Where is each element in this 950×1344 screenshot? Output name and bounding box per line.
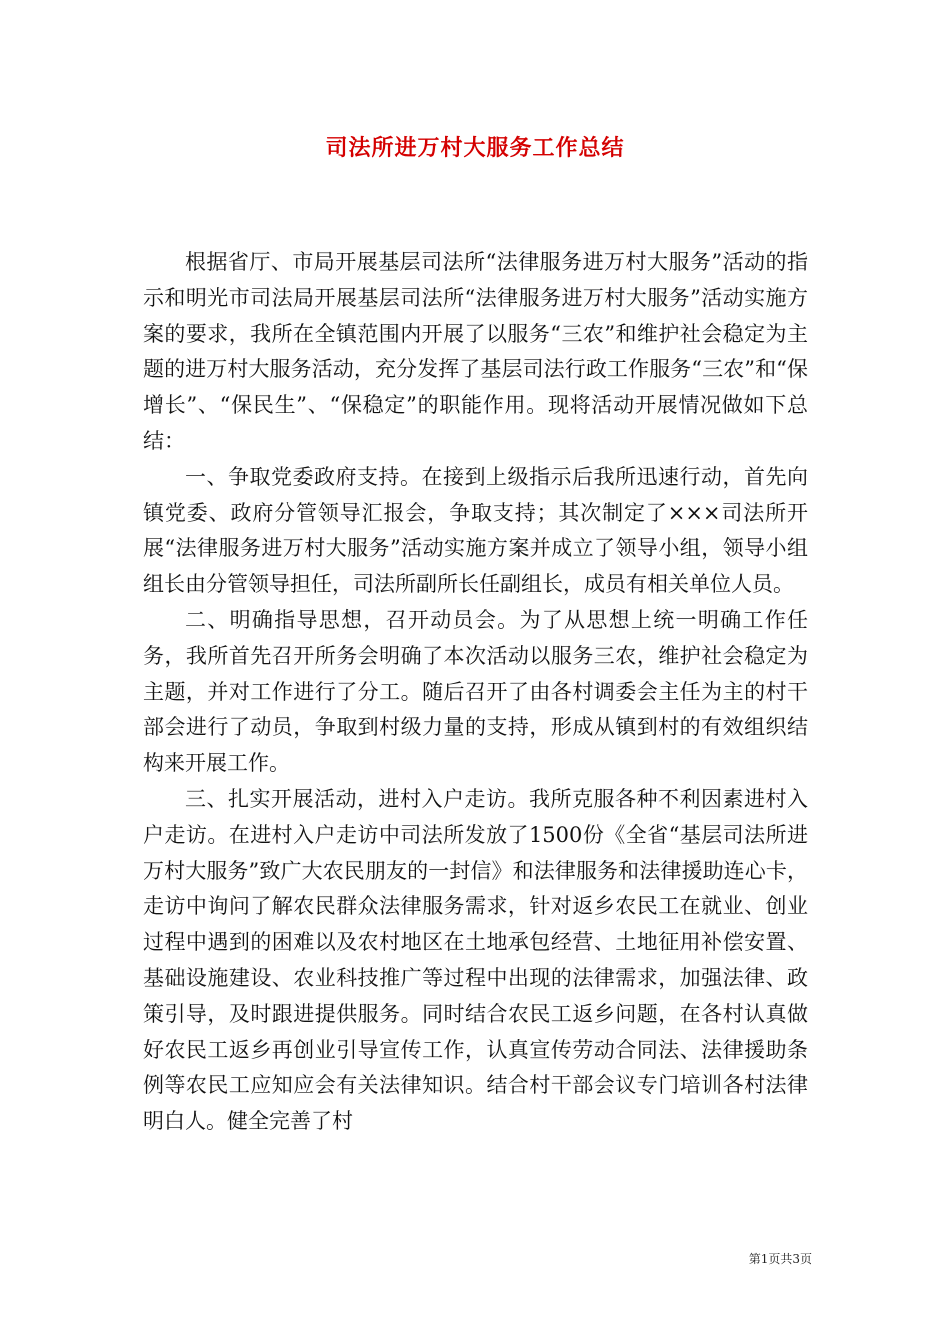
paragraph-section-1: 一、争取党委政府支持。在接到上级指示后我所迅速行动，首先向镇党委、政府分管领导汇报会，争取支持；其次制定了×××司法所开展“法律服务进万村大服务”活动实施方案并成立了领导小组，领导小组组长由分管领导担任，司法所副所长任副组长，成员有相关单位人员。 [143,464,808,597]
document-body [143,245,808,1140]
paragraph-intro: 根据省厅、市局开展基层司法所“法律服务进万村大服务”活动的指示和明光市司法局开展基层司法所“法律服务进万村大服务”活动实施方案的要求，我所在全镇范围内开展了以服务“三农”和维护社会稳定为主题的进万村大服务活动，充分发挥了基层司法行政工作服务“三农”和“保增长”、“保民生”、“保稳定”的职能作用。现将活动开展情况做如下总结： [143,250,808,453]
paragraph-section-3: 三、扎实开展活动，进村入户走访。我所克服各种不利因素进村入户走访。在进村入户走访中司法所发放了1500份《全省“基层司法所进万村大服务”致广大农民朋友的一封信》和法律服务和法律援助连心卡，走访中询问了解农民群众法律服务需求，针对返乡农民工在就业、创业过程中遇到的困难以及农村地区在土地承包经营、土地征用补偿安置、基础设施建设、农业科技推广等过程中出现的法律需求，加强法律、政策引导，及时跟进提供服务。同时结合农民工返乡问题，在各村认真做好农民工返乡再创业引导宣传工作，认真宣传劳动合同法、法律援助条例等农民工应知应会有关法律知识。结合村干部会议专门培训各村法律明白人。健全完善了村 [143,786,808,1134]
page-number: 第1页共3页 [748,1252,812,1266]
paragraph-section-2: 二、明确指导思想，召开动员会。为了从思想上统一明确工作任务，我所首先召开所务会明确了本次活动以服务三农，维护社会稳定为主题，并对工作进行了分工。随后召开了由各村调委会主任为主的村干部会进行了动员，争取到村级力量的支持，形成从镇到村的有效组织结构来开展工作。 [143,607,808,776]
document-title: 司法所进万村大服务工作总结 [325,135,625,161]
